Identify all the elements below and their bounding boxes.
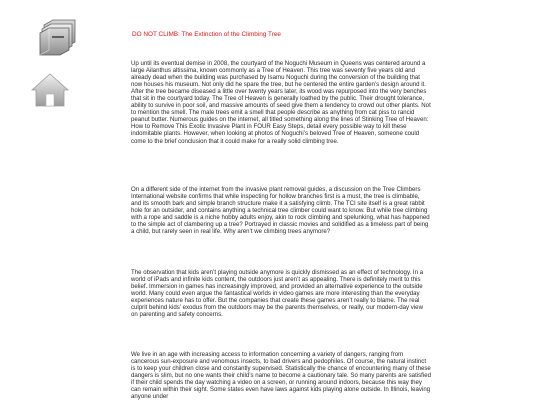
article-paragraph: The observation that kids aren’t playing outside anymore is quickly dismissed as an effect of technology. In a world of iPads and infinite kids content, the outdoors just aren’t as appealing. There is definitely merit to this belief. Immersion in games has increasingly improved, and provided an alternative experience to the outside world. Many could even argue the fantastical worlds in video games are more interesting than the everyday experiences nature has to offer. But the companies that create these games aren’t really to blame. The real culprit behind kids’ exodus from the outdoors may be the parents themselves, or really, our modern-day view on parenting and safety concerns. (131, 269, 424, 319)
article-paragraph: Up until its eventual demise in 2008, the courtyard of the Noguchi Museum in Queens was centered around a large Ailanthus altissima, known commonly as a Tree of Heaven. This tree was seventy five years old and already dead when the building was purchased by Isamu Noguchi during the conversion of the building that now houses his museum. Not only did he spare the tree, but he centered the entire garden’s design around it. After the tree became diseased a little over twenty years later, its wood was repurposed into the very benches that sit in the courtyard today. The Tree of Heaven is generally loathed by the public. Their drought tolerance, ability to survive in poor soil, and massive amounts of seed give them a tendency to crowd out other plants. Not to mention the smell. The male trees emit a smell that people describe as anything from cat piss to rancid peanut butter. Numerous guides on the internet, all titled something along the lines of Stinking Tree of Heaven: How to Remove This Exotic Invasive Plant in FOUR Easy Steps, detail every possible way to kill these indomitable plants. However, when looking at photos of Noguchi’s beloved Tree of Heaven, someone could come to the brief conclusion that it could make for a really solid climbing tree. (131, 60, 431, 145)
home-icon[interactable] (30, 72, 70, 108)
article-title: DO NOT CLIMB: The Extinction of the Climbing Tree (132, 31, 281, 38)
archive-folders-icon[interactable] (38, 14, 80, 56)
article-paragraph: We live in an age with increasing access to information concerning a variety of dangers, ranging from cancerous sun-exposure and venomous insects, to bad drivers and pedophiles. Of course, the natural instinct is to keep your children close and constantly supervised. Statistically the chance of encountering many of these dangers is slim, but no one wants their child’s name to become a cautionary tale. So many parents are satisfied if their child spends the day watching a video on a screen, or running around indoors, because this way they can remain within their sight. Some states even have laws against kids playing alone outside. In Illinois, leaving anyone under (131, 351, 431, 401)
article-paragraph: On a different side of the internet from the invasive plant removal guides, a discussion on the Tree Climbers International website confirms that while inspecting for hollow branches first is a must, the tree is climbable, and its smooth bark and simple branch structure make it a satisfying climb. The TCI site itself is a great rabbit hole for an outsider, and contains anything a technical tree climber could want to know. But while tree climbing with a rope and saddle is a niche hobby adults enjoy, akin to rock climbing and spelunking, what has happened to the simple act of clambering up a tree? Portrayed in classic movies and solidified as a timeless part of being a child, but rarely seen in real life. Why aren’t we climbing trees anymore? (131, 186, 430, 236)
